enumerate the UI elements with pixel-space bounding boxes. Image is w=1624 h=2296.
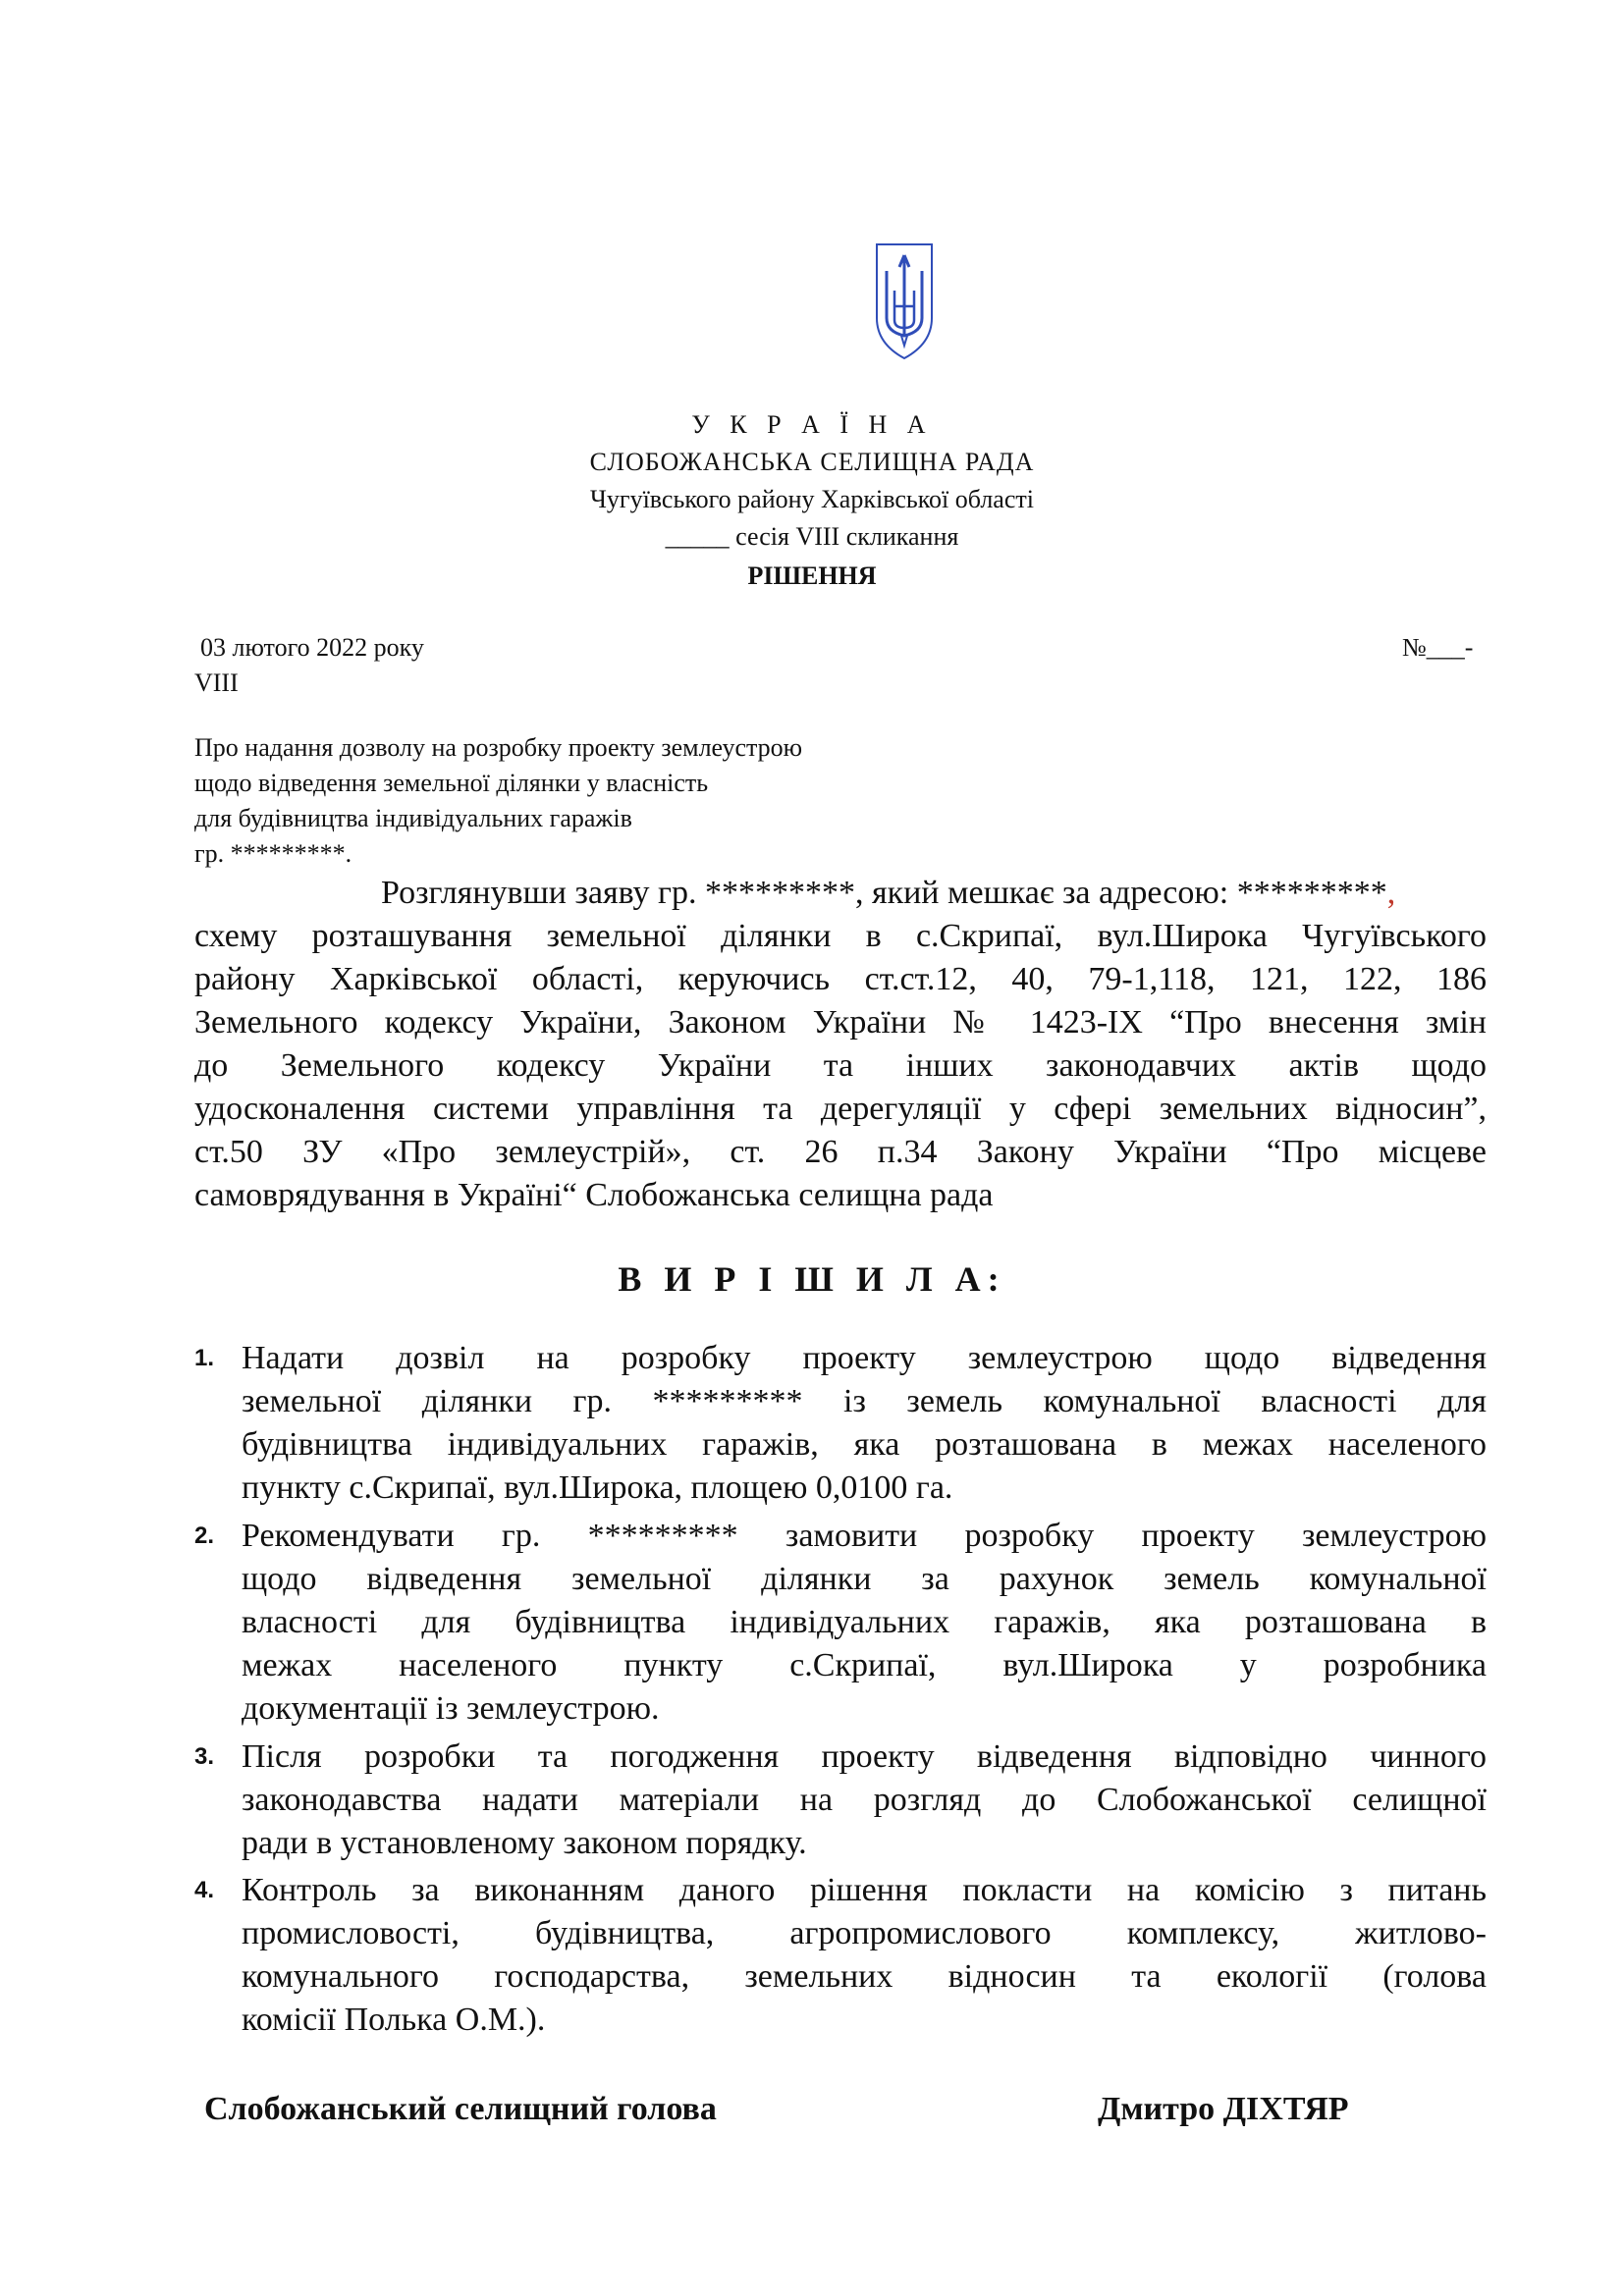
list-item-line: законодавства надати матеріали на розгляд до Слобожанської селищної [242, 1782, 1487, 1818]
list-item-number: 3. [194, 1743, 215, 1770]
list-item-line: межах населеного пункту с.Скрипаї, вул.Широка у розробника [242, 1647, 1487, 1683]
decision-subject [194, 730, 960, 872]
list-item-line: комунального господарства, земельних відносин та екології (голова [242, 1958, 1487, 1995]
header-country: У К Р А Ї Н А [691, 410, 933, 439]
preamble-line-text: Розглянувши заяву гр. *********, який мешкає за адресою: ********* [381, 875, 1387, 911]
list-item [194, 1337, 1487, 1510]
decision-number: №___- [1402, 633, 1474, 662]
decision-date: 03 лютого 2022 року [200, 633, 424, 662]
preamble-line [194, 872, 1487, 915]
list-item-line: Після розробки та погодження проекту відведення відповідно чинного [242, 1738, 1487, 1775]
signature-title: Слобожанський селищний голова [204, 2091, 717, 2127]
list-item-line: земельної ділянки гр. ********* із земель комунальної власності для [242, 1383, 1487, 1419]
list-item-number: 2. [194, 1522, 215, 1549]
list-item-line: Рекомендувати гр. ********* замовити розробку проекту землеустрою [242, 1518, 1487, 1554]
header-council: СЛОБОЖАНСЬКА СЕЛИЩНА РАДА [589, 448, 1035, 476]
list-item-line: ради в установленому законом порядку. [242, 1825, 807, 1861]
preamble-line: Земельного кодексу України, Законом України № 1423-ІХ “Про внесення змін [194, 1004, 1487, 1041]
preamble-line: удосконалення системи управління та дерегуляції у сфері земельних відносин”, [194, 1091, 1487, 1127]
signature-name: Дмитро ДІХТЯР [1098, 2091, 1349, 2127]
list-item-line: Контроль за виконанням даного рішення покласти на комісію з питань [242, 1872, 1487, 1908]
list-item-line: будівництва індивідуальних гаражів, яка розташована в межах населеного [242, 1426, 1487, 1463]
list-item-line: щодо відведення земельної ділянки за рахунок земель комунальної [242, 1561, 1487, 1597]
subject-line: гр. *********. [194, 839, 352, 868]
preamble-line: схему розташування земельної ділянки в с.Скрипаї, вул.Широка Чугуївського [194, 918, 1487, 954]
list-item-line: власності для будівництва індивідуальних гаражів, яка розташована в [242, 1604, 1487, 1640]
list-item [194, 1735, 1487, 1865]
preamble-line: самоврядування в Україні“ Слобожанська селищна рада [194, 1177, 994, 1213]
subject-line: Про надання дозволу на розробку проекту землеустрою [194, 733, 803, 762]
resolved-heading: В И Р І Ш И Л А: [618, 1259, 1006, 1299]
list-item-line: промисловості, будівництва, агропромислового комплексу, житлово- [242, 1915, 1487, 1951]
preamble-line: до Земельного кодексу України та інших законодавчих актів щодо [194, 1047, 1487, 1084]
preamble-line: ст.50 ЗУ «Про землеустрій», ст. 26 п.34 Закону України “Про місцеве [194, 1134, 1487, 1170]
subject-line: щодо відведення земельної ділянки у власність [194, 769, 709, 797]
list-item [194, 1515, 1487, 1731]
list-item-line: документації із землеустрою. [242, 1690, 660, 1727]
preamble [194, 872, 1487, 1217]
decision-number-suffix: VIII [194, 668, 239, 697]
header-district: Чугуївського району Харківської області [590, 485, 1034, 513]
header-session: _____ сесія VIII скликання [665, 522, 959, 551]
preamble-line: району Харківської області, керуючись ст.ст.12, 40, 79-1,118, 121, 122, 186 [194, 961, 1487, 997]
preamble-comma: , [1386, 875, 1396, 911]
list-item-line: пункту с.Скрипаї, вул.Широка, площею 0,0100 га. [242, 1469, 953, 1506]
list-item [194, 1869, 1487, 2042]
coat-of-arms-icon [874, 241, 935, 361]
list-item-line: Надати дозвіл на розробку проекту землеустрою щодо відведення [242, 1340, 1487, 1376]
list-item-line: комісії Полька О.М.). [242, 2002, 546, 2038]
document-title: РІШЕННЯ [747, 561, 877, 590]
subject-line: для будівництва індивідуальних гаражів [194, 804, 632, 832]
list-item-number: 1. [194, 1345, 215, 1371]
list-item-number: 4. [194, 1877, 215, 1903]
